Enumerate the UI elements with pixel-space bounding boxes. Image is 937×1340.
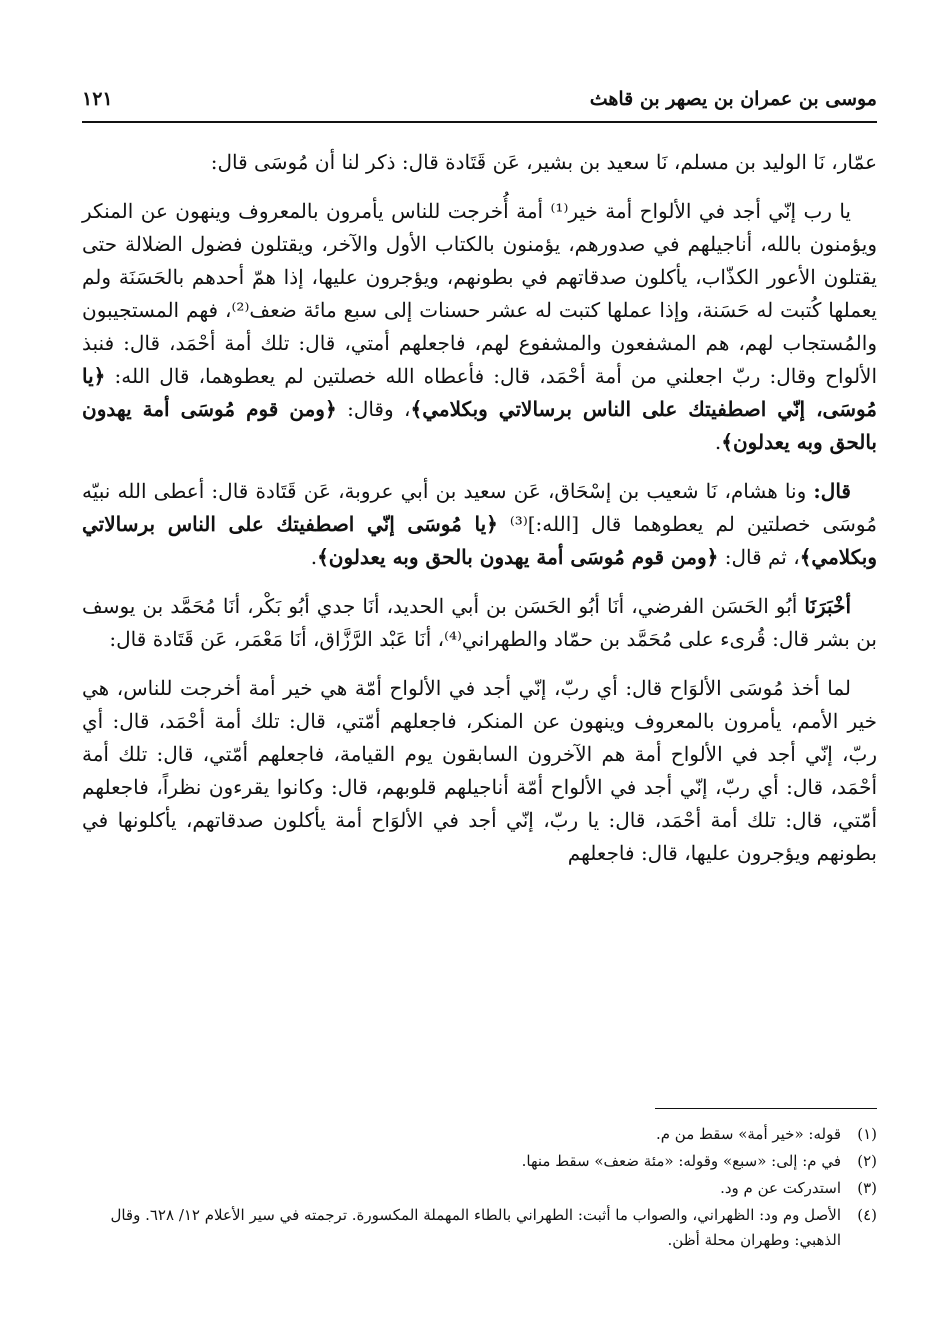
paragraph-3-end: . [310, 545, 318, 569]
page-number: ١٢١ [82, 88, 113, 110]
paragraph-2-text: يا رب إنّي أجد في الألواح أمة خير⁽¹⁾ أمة أُخرجت للناس يأمرون بالمعروف وينهون عن المنكر ويؤمنون بالله، أناجيلهم في صدورهم، يؤمنون بالكتاب الأول والآخر، ويقتلون فضول الضلالة حتى يقتلون الأعور الكذّاب، يأكلون صدقاتهم في بطونهم، ويؤجرون عليها، إذا همّ أحدهم بالحَسَنَة ولم يعملها كُتبت له حَسَنة، وإذا عملها كتبت له عشر حسنات إلى سبع مائة ضعف⁽²⁾، فهم المستجيبون والمُستجاب لهم، هم المشفعون والمشفوع لهم، فاجعلهم أمتي، قال: تلك أمة أحْمَد، قال: فنبذ الألواح وقال: ربّ اجعلني من أمة أحْمَد، قال: فأعطاه الله خصلتين لم يعطوهما، قال الله: [82, 199, 877, 388]
paragraph-1 [82, 146, 877, 179]
footnote-number: (٢) [857, 1152, 877, 1170]
footnote-text: الأصل وم ود: الظهراني، والصواب ما أثبت: الطهراني بالطاء المهملة المكسورة. ترجمته في سير الأعلام ١٢/ ٦٢٨. وقال الذهبي: وطهران محلة أظن. [110, 1206, 841, 1249]
footnote-number: (٤) [857, 1206, 877, 1224]
footnote-number: (١) [857, 1125, 877, 1143]
page-header [82, 86, 877, 120]
paragraph-2-connector: ، وقال: [347, 397, 411, 421]
quran-quote-2: ﴿ومن قوم مُوسَى أمة يهدون بالحق وبه يعدلون﴾ [82, 397, 877, 454]
paragraph-2 [82, 195, 877, 459]
quran-quote-1: ﴿يا مُوسَى، إنّي اصطفيتك على الناس برسالاتي وبكلامي﴾ [82, 364, 877, 421]
paragraph-5 [82, 672, 877, 870]
paragraph-4-lead: أخْبَرَنَا [804, 594, 852, 618]
footnote-text: في م: إلى: «سبع» وقوله: «مئة ضعف» سقط منها. [521, 1152, 841, 1170]
footnote [82, 1122, 877, 1147]
footnote-text: استدركت عن م ود. [720, 1179, 841, 1197]
paragraph-3-lead: قال: [813, 479, 851, 503]
footnote-number: (٣) [857, 1179, 877, 1197]
paragraph-2-end: . [714, 430, 722, 454]
paragraph-4-text: أبُو الحَسَن الفرضي، أنَا أبُو الحَسَن بن أبي الحديد، أنَا جدي أبُو بَكْر، أنَا مُحَمَّد بن يوسف بن بشر قال: قُرىء على مُحَمَّد بن حمّاد والطهراني⁽⁴⁾، أنَا عَبْد الرَّزَّاق، أنَا مَعْمَر، عَن قَتَادة قال: [82, 594, 877, 651]
paragraph-3-text: ونا هشام، نَا شعيب بن إسْحَاق، عَن سعيد بن أبي عروبة، عَن قَتَادة قال: أعطى الله نبيّه مُوسَى خصلتين لم يعطوهما قال [الله:]⁽³⁾ [82, 479, 877, 536]
running-title: موسى بن عمران بن يصهر بن قاهث [589, 88, 877, 110]
main-text [82, 146, 877, 886]
paragraph-5-text: لما أخذ مُوسَى الألوَاح قال: أي ربّ، إنّي أجد في الألواح أمّة هي خير أمة أخرجت للناس، هي خير الأمم، يأمرون بالمعروف وينهون عن المنكر، فاجعلهم أمّتي، قال: تلك أمة أحْمَد، قال: أي ربّ، إنّي أجد في الألواح أمة هم الآخرون السابقون يوم القيامة، فاجعلهم أمّتي، قال: تلك أمة أحْمَد، قال: أي ربّ، إنّي أجد في الألواح أمّة أناجيلهم قلوبهم، قال: وكانوا يقرءون نظراً، فاجعلهم أمّتي، قال: تلك أمة أحْمَد، قال: يا ربّ، إنّي أجد في الألوَاح أمة يأكلون صدقاتهم، يأكلونها في بطونهم ويؤجرون عليها، قال: فاجعلهم [82, 676, 877, 865]
paragraph-4 [82, 590, 877, 656]
footnote [82, 1149, 877, 1174]
header-divider [82, 121, 877, 123]
footnote [82, 1176, 877, 1201]
paragraph-3 [82, 475, 877, 574]
footnote-text: قوله: «خير أمة» سقط من م. [655, 1125, 841, 1143]
footnote [82, 1203, 877, 1253]
paragraph-1-text: عمّار، نَا الوليد بن مسلم، نَا سعيد بن بشير، عَن قَتَادة قال: ذكر لنا أن مُوسَى قال: [210, 150, 877, 174]
footnote-divider [655, 1108, 877, 1109]
footnotes [82, 1120, 877, 1255]
paragraph-3-connector: ، ثم قال: [724, 545, 800, 569]
quran-quote-4: ﴿ومن قوم مُوسَى أمة يهدون بالحق وبه يعدلون﴾ [317, 545, 719, 569]
quran-quote-3: ﴿يا مُوسَى إنّي اصطفيتك على الناس برسالاتي وبكلامي﴾ [82, 512, 877, 569]
